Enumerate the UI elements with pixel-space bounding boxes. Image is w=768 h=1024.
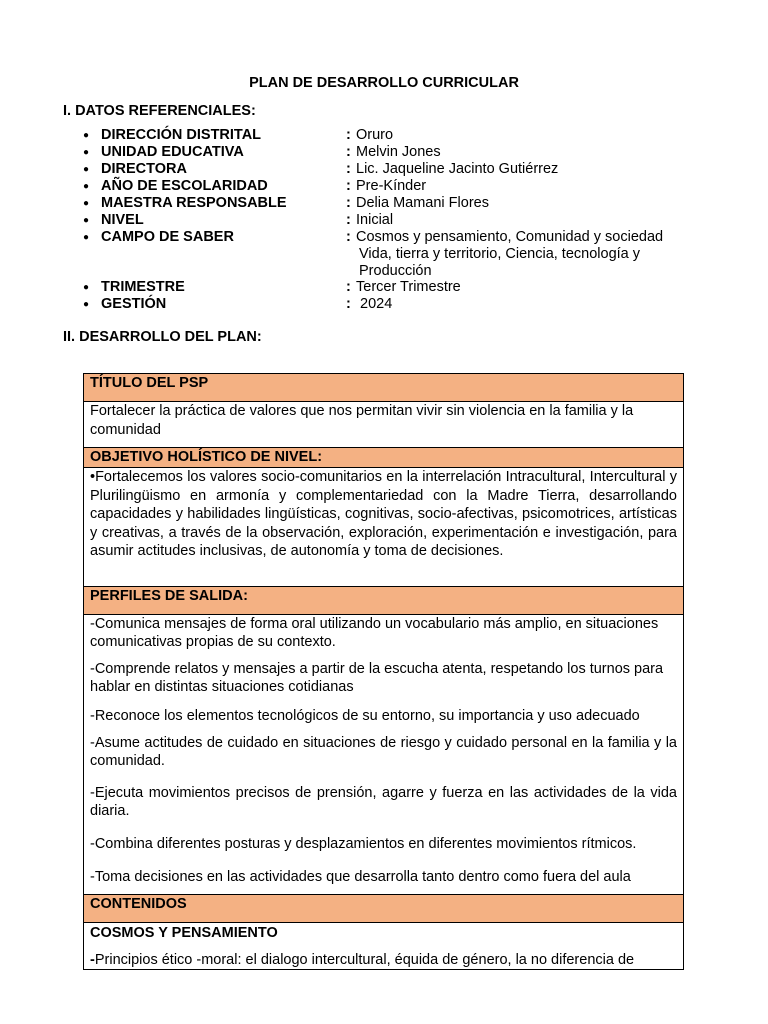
page-title: PLAN DE DESARROLLO CURRICULAR	[249, 75, 519, 91]
bullet-icon: ●	[83, 198, 90, 209]
ref-value: Lic. Jaqueline Jacinto Gutiérrez	[356, 161, 559, 177]
ref-campo-continuation: Vida, tierra y territorio, Ciencia, tecnología y	[359, 246, 641, 262]
objetivo-header: OBJETIVO HOLÍSTICO DE NIVEL:	[84, 448, 683, 468]
ref-row-anio	[0, 178, 768, 195]
perfiles-cell	[84, 615, 683, 895]
perfil-item: -Combina diferentes posturas y desplazamientos en diferentes movimientos rítmicos.	[90, 836, 637, 852]
perfil-item: -Asume actitudes de cuidado en situaciones de riesgo y cuidado personal en la familia y la comunidad.	[90, 735, 677, 769]
ref-value: Oruro	[356, 127, 394, 143]
ref-colon: :	[346, 212, 351, 228]
ref-value: Tercer Trimestre	[356, 279, 461, 295]
ref-row-directora	[0, 161, 768, 178]
bullet-icon: ●	[83, 299, 90, 310]
ref-row-trimestre	[0, 279, 768, 296]
perfiles-header: PERFILES DE SALIDA:	[84, 587, 683, 615]
ref-label: TRIMESTRE	[101, 279, 185, 295]
perfil-item: -Comunica mensajes de forma oral utilizando un vocabulario más amplio, en situaciones comunicativas propias de su contexto.	[90, 616, 659, 650]
ref-value: Pre-Kínder	[356, 178, 427, 194]
ref-colon: :	[346, 127, 351, 143]
cosmos-first-line-text: Principios ético -moral: el dialogo intercultural, équida de género, la no diferencia de	[94, 952, 635, 968]
ref-colon: :	[346, 229, 351, 245]
ref-row-gestion	[0, 296, 768, 313]
ref-colon: :	[346, 296, 351, 312]
ref-row-campo	[0, 229, 768, 246]
ref-row-direccion	[0, 127, 768, 144]
bullet-icon: ●	[83, 164, 90, 175]
ref-label: GESTIÓN	[101, 296, 167, 312]
bullet-icon: ●	[83, 282, 90, 293]
ref-value: Inicial	[356, 212, 394, 228]
plan-table	[83, 373, 684, 970]
perfil-item: -Comprende relatos y mensajes a partir de la escucha atenta, respetando los turnos para hablar en distintas situaciones cotidianas	[90, 661, 664, 695]
ref-label: UNIDAD EDUCATIVA	[101, 144, 244, 160]
cosmos-cell	[84, 923, 683, 970]
bullet-icon: ●	[83, 215, 90, 226]
ref-label: DIRECTORA	[101, 161, 187, 177]
ref-value: Melvin Jones	[356, 144, 441, 160]
ref-colon: :	[346, 279, 351, 295]
ref-colon: :	[346, 144, 351, 160]
bullet-icon: ●	[83, 130, 90, 141]
titulo-text: Fortalecer la práctica de valores que nos permitan vivir sin violencia en la familia y la comunidad	[84, 402, 683, 448]
ref-label: DIRECCIÓN DISTRITAL	[101, 127, 262, 143]
ref-label: AÑO DE ESCOLARIDAD	[101, 178, 268, 194]
ref-label: MAESTRA RESPONSABLE	[101, 195, 287, 211]
objetivo-text: •Fortalecemos los valores socio-comunitarios en la interrelación Intracultural, Intercultural y Plurilingüismo en armonía y complementariedad con la Madre Tierra, desarrollando capacidades y habilidades lingüísticas, cognitivas, socio-afectivas, psicomotrices, artísticas y creativas, a través de la observación, exploración, experimentación e investigación, para asumir actitudes inclusivas, de autonomía y toma de decisiones.	[84, 468, 683, 587]
contenidos-header: CONTENIDOS	[84, 895, 683, 923]
ref-campo-continuation: Producción	[359, 263, 432, 279]
perfil-item: -Reconoce los elementos tecnológicos de su entorno, su importancia y uso adecuado	[90, 708, 640, 724]
section-heading-datos: I. DATOS REFERENCIALES:	[63, 103, 256, 119]
ref-value: 2024	[356, 296, 393, 312]
cosmos-first-line	[90, 951, 677, 969]
ref-colon: :	[346, 195, 351, 211]
bullet-icon: ●	[83, 147, 90, 158]
perfil-item: -Ejecuta movimientos precisos de prensión, agarre y fuerza en las actividades de la vida diaria.	[90, 785, 677, 819]
bullet-icon: ●	[83, 181, 90, 192]
perfil-item: -Toma decisiones en las actividades que desarrolla tanto dentro como fuera del aula	[90, 869, 631, 885]
titulo-header: TÍTULO DEL PSP	[84, 374, 683, 402]
ref-label: NIVEL	[101, 212, 144, 228]
cosmos-header: COSMOS Y PENSAMIENTO	[90, 925, 278, 941]
ref-row-unidad	[0, 144, 768, 161]
section-heading-desarrollo: II. DESARROLLO DEL PLAN:	[63, 329, 262, 345]
ref-value: Cosmos y pensamiento, Comunidad y sociedad	[356, 229, 664, 245]
ref-colon: :	[346, 161, 351, 177]
ref-value: Delia Mamani Flores	[356, 195, 489, 211]
ref-label: CAMPO DE SABER	[101, 229, 234, 245]
ref-row-maestra	[0, 195, 768, 212]
ref-colon: :	[346, 178, 351, 194]
bullet-icon: ●	[83, 232, 90, 243]
cosmos-dash: -	[90, 952, 95, 968]
ref-row-nivel	[0, 212, 768, 229]
